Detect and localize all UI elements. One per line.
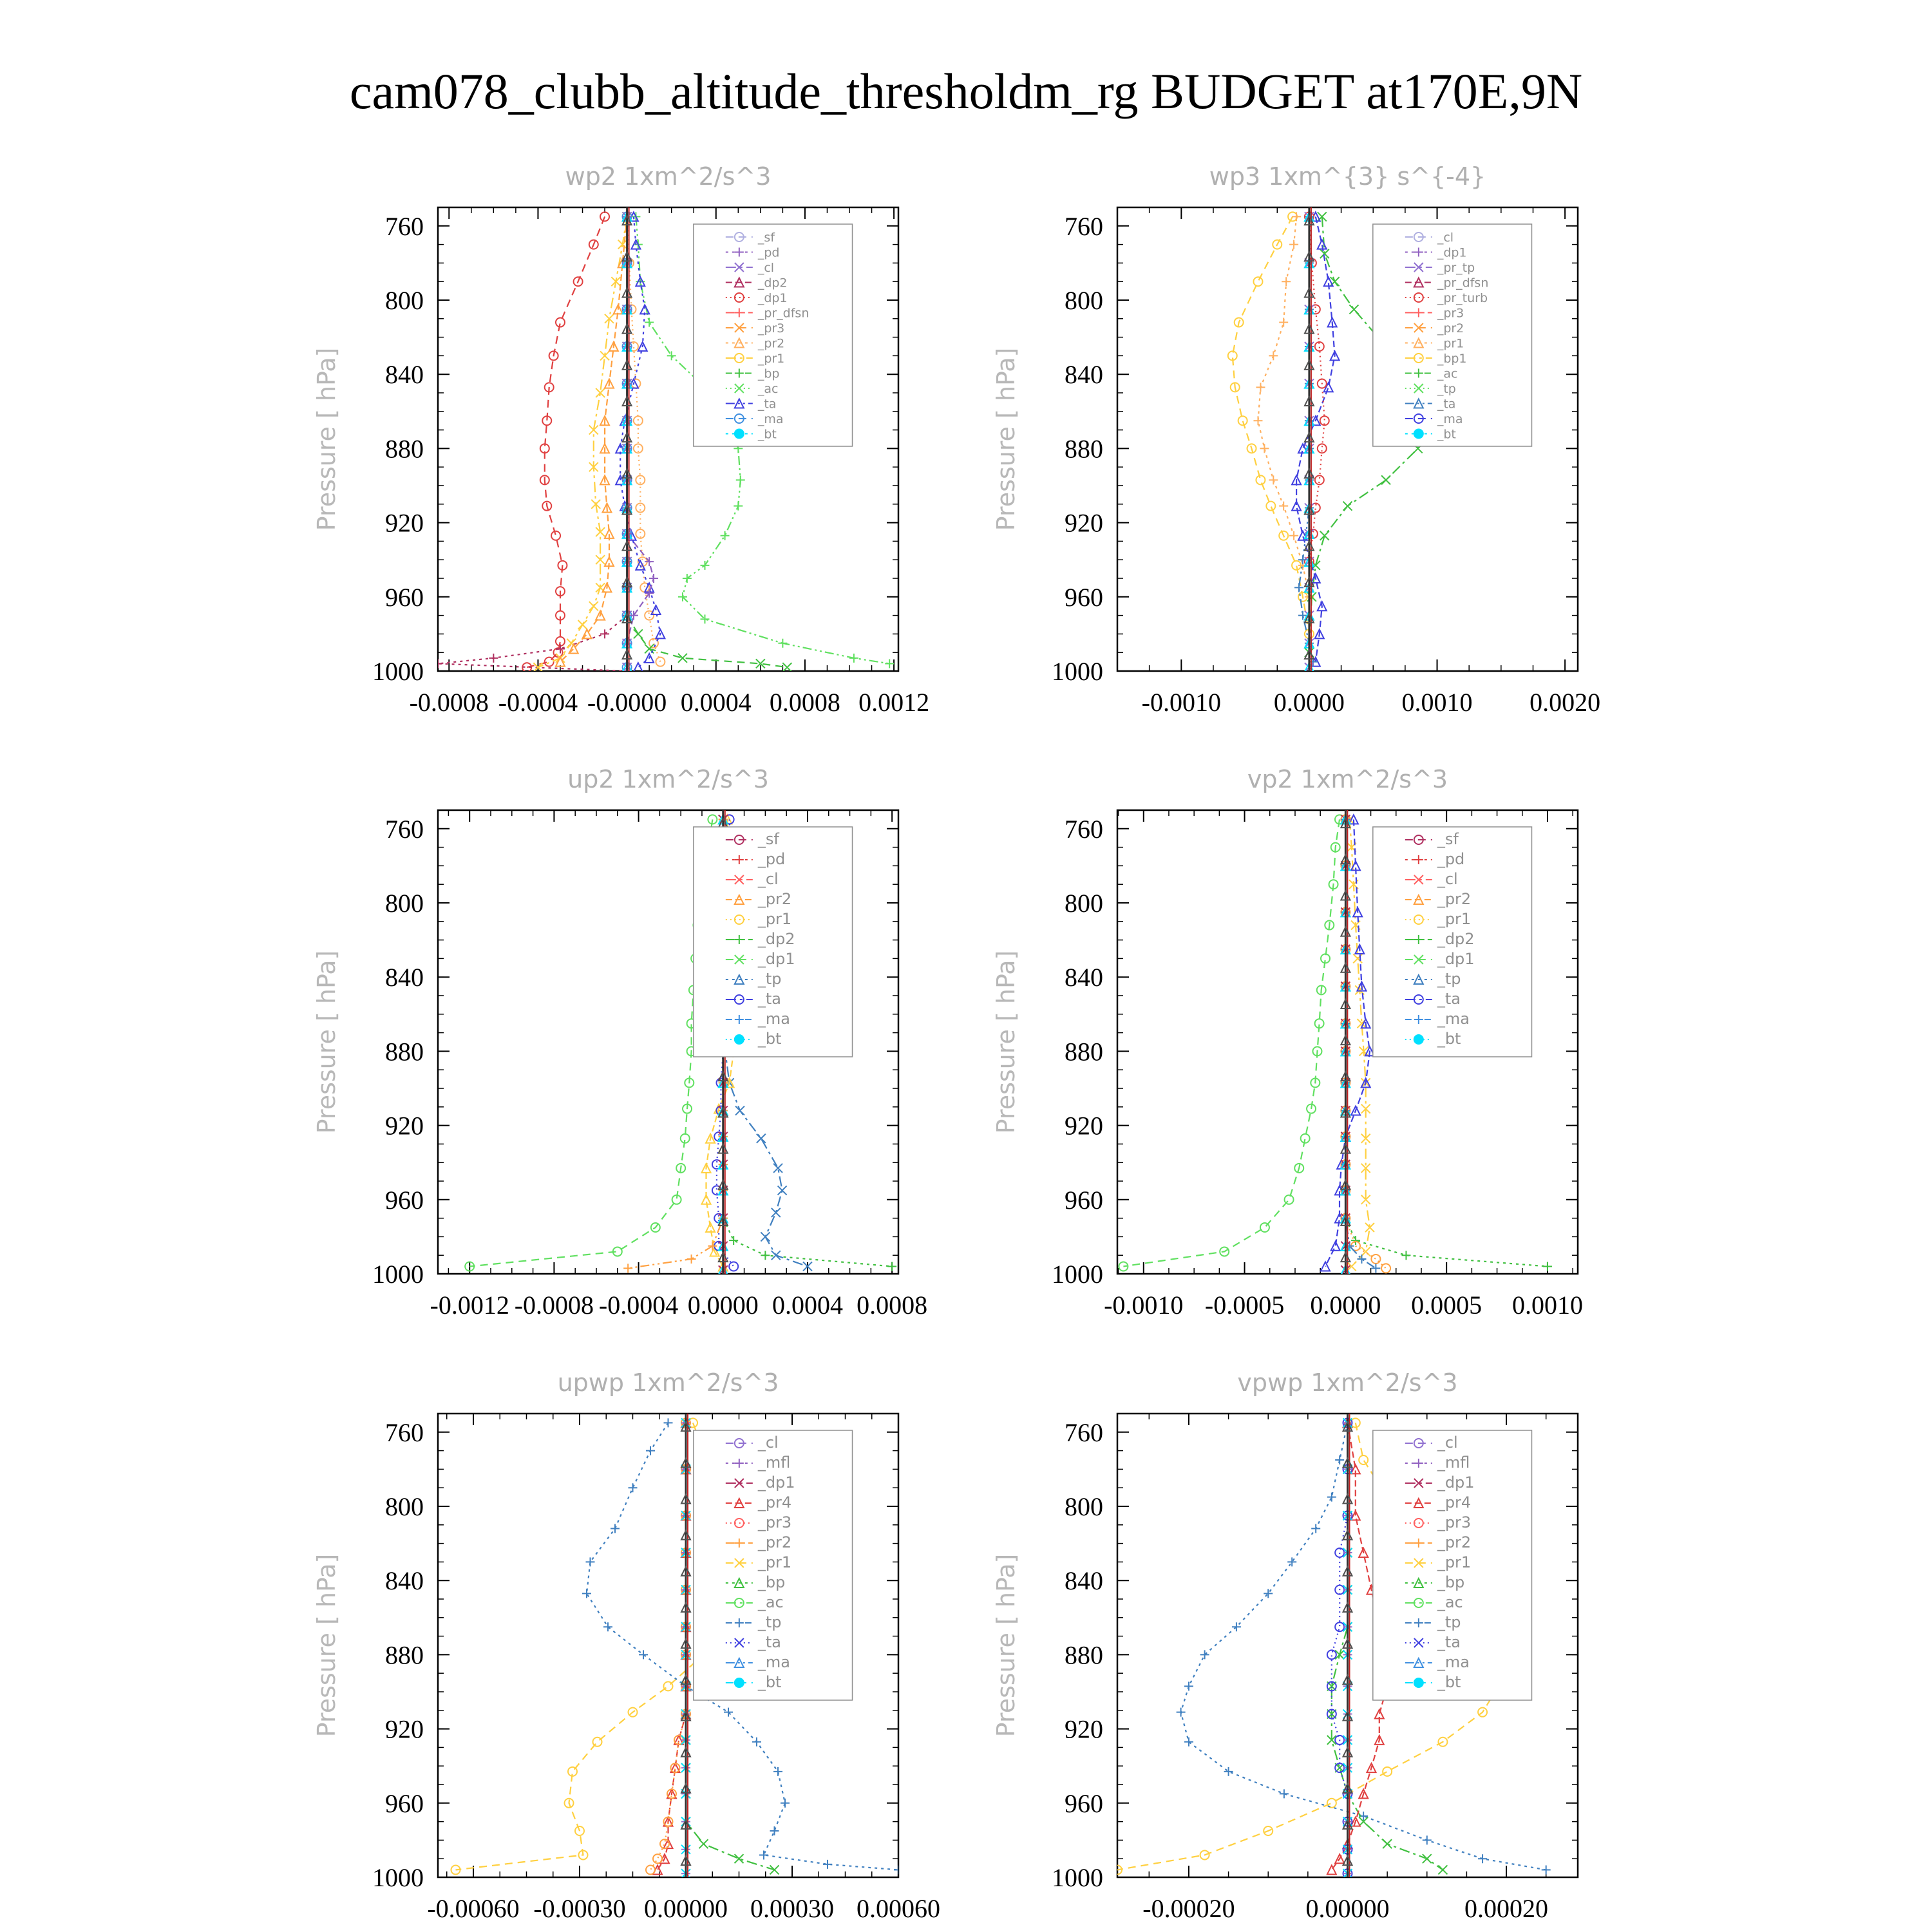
data-point-tp <box>1177 1708 1186 1717</box>
x-tick-label: -0.0010 <box>1141 688 1221 717</box>
y-tick-label: 840 <box>385 963 424 992</box>
data-point-dp1 <box>1315 475 1324 484</box>
y-tick-label: 1000 <box>1052 1863 1103 1892</box>
y-tick-label: 840 <box>1065 1566 1103 1596</box>
data-point-tp <box>582 1589 591 1598</box>
y-axis-label: Pressure [ hPa] <box>312 1553 341 1738</box>
data-point-pr3 <box>623 1264 632 1273</box>
y-tick-label: 880 <box>385 434 424 464</box>
x-tick-label: 0.00000 <box>644 1894 728 1923</box>
y-axis-label: Pressure [ hPa] <box>992 1553 1020 1738</box>
legend-label: _pr2 <box>1437 890 1472 908</box>
legend-label: _ta <box>1437 1633 1461 1651</box>
data-point-tp <box>781 1799 790 1808</box>
x-tick-label: -0.0005 <box>1204 1291 1285 1320</box>
x-tick-label: 0.0000 <box>687 1291 759 1320</box>
legend-label: _dp1 <box>757 950 795 968</box>
data-point-pr1 <box>1359 1455 1368 1464</box>
legend-label: _pr1 <box>1437 336 1464 351</box>
legend-label: _dp1 <box>1437 245 1467 260</box>
data-point-tp <box>1184 1681 1193 1690</box>
legend-label: _pr1 <box>1437 1553 1472 1571</box>
data-point-pr3 <box>1371 1255 1380 1264</box>
data-point-ta <box>1335 1622 1344 1631</box>
legend-label: _pr_dfsn <box>1437 276 1489 290</box>
y-tick-label: 800 <box>385 286 424 315</box>
data-point-pr1 <box>578 620 587 629</box>
y-tick-label: 920 <box>385 1714 424 1744</box>
y-tick-label: 1000 <box>1052 657 1103 686</box>
y-tick-label: 880 <box>385 1640 424 1670</box>
data-point-ac <box>885 659 894 668</box>
legend-label: _ma <box>757 1653 790 1671</box>
panel-4 <box>312 1368 940 1923</box>
y-tick-label: 960 <box>385 1185 424 1215</box>
legend-label: _bt <box>757 1673 782 1691</box>
legend-label: _bt <box>1437 427 1456 442</box>
legend-label: _bt <box>757 427 777 442</box>
data-point-pr2 <box>1282 277 1291 286</box>
legend-label: _pd <box>757 245 780 260</box>
legend-label: _sf <box>1437 830 1459 848</box>
y-axis-label: Pressure [ hPa] <box>992 347 1020 531</box>
legend-label: _cl <box>1437 1434 1458 1452</box>
legend-label: _ma <box>757 412 784 426</box>
legend-label: _dp2 <box>1437 930 1475 948</box>
legend-label: _pr3 <box>1437 1513 1472 1531</box>
legend-label: _mfl <box>757 1454 791 1472</box>
legend-label: _bt <box>1437 1673 1461 1691</box>
x-tick-label: -0.0000 <box>587 688 667 717</box>
data-point-tp <box>1224 1767 1233 1776</box>
legend-label: _ac <box>1437 1593 1463 1611</box>
y-tick-label: 920 <box>1065 1714 1103 1744</box>
data-point-ac <box>736 475 745 484</box>
y-tick-label: 840 <box>1065 360 1103 390</box>
legend-label: _pr_turb <box>1437 291 1488 305</box>
data-point-bp <box>735 1854 744 1863</box>
data-point-tp <box>664 1418 673 1427</box>
data-point-ta <box>1331 1242 1340 1251</box>
data-point-tp <box>1280 1789 1289 1798</box>
y-tick-label: 760 <box>385 211 424 241</box>
panel-0 <box>312 162 929 717</box>
data-point-pr1 <box>1266 502 1275 511</box>
data-point-tp <box>772 1208 781 1217</box>
data-point-tp <box>778 1186 787 1195</box>
data-point-bp <box>1349 305 1358 314</box>
legend-marker <box>734 1034 744 1045</box>
data-point-tp <box>1311 1524 1320 1533</box>
x-tick-label: 0.0000 <box>1273 688 1345 717</box>
legend-label: _pr3 <box>1437 306 1464 321</box>
legend-label: _pr_tp <box>1437 261 1475 275</box>
x-tick-label: 0.00020 <box>1464 1894 1549 1923</box>
data-point-ta <box>640 305 649 314</box>
data-point-tp <box>724 1708 733 1717</box>
x-tick-label: 0.00000 <box>1305 1894 1390 1923</box>
series-line-pr3 <box>650 1423 686 1870</box>
legend-label: _ta <box>757 990 781 1008</box>
x-tick-label: -0.0012 <box>430 1291 509 1320</box>
x-tick-label: -0.0008 <box>409 688 489 717</box>
legend-label: _bt <box>757 1030 782 1048</box>
y-tick-label: 840 <box>385 1566 424 1596</box>
data-point-tp <box>773 1767 782 1776</box>
panel-title: wp2 1xm^2/s^3 <box>565 162 772 191</box>
data-point-pr2 <box>636 504 645 513</box>
legend-label: _sf <box>757 231 775 245</box>
figure-title: cam078_clubb_altitude_thresholdm_rg BUDGET at170E,9N <box>349 63 1583 119</box>
data-point-bp <box>761 1251 770 1260</box>
data-point-tp <box>1357 1255 1366 1264</box>
legend-label: _cl <box>1437 870 1458 888</box>
legend-label: _pd <box>1437 850 1465 868</box>
panel-title: up2 1xm^2/s^3 <box>567 765 769 793</box>
data-point-pr2 <box>1253 416 1262 425</box>
data-point-tp <box>1371 1264 1380 1273</box>
y-axis-label: Pressure [ hPa] <box>992 950 1020 1134</box>
x-tick-label: -0.0008 <box>514 1291 594 1320</box>
data-point-tp <box>770 1826 779 1835</box>
data-point-tp <box>823 1860 832 1869</box>
panel-title: vpwp 1xm^2/s^3 <box>1237 1368 1458 1397</box>
data-point-pr1 <box>1238 416 1247 425</box>
data-point-tp <box>603 1622 612 1631</box>
data-point-dp1 <box>545 658 554 667</box>
data-point-tp <box>1423 1835 1432 1844</box>
data-point-tp <box>757 1134 766 1143</box>
legend-marker <box>1414 429 1424 439</box>
y-tick-label: 960 <box>385 1788 424 1818</box>
legend-label: _pr2 <box>757 336 785 351</box>
data-point-bp <box>699 1839 708 1848</box>
legend-marker <box>1414 1034 1424 1045</box>
legend-label: _pd <box>757 850 786 868</box>
legend-label: _tp <box>1437 382 1456 396</box>
legend-label: _bp <box>1437 1573 1465 1591</box>
panel-2 <box>312 765 927 1320</box>
data-point-tp <box>761 1232 770 1241</box>
y-tick-label: 960 <box>1065 582 1103 612</box>
legend-label: _cl <box>757 870 779 888</box>
data-point-pr1 <box>664 1681 673 1690</box>
data-point-pr1 <box>1361 1247 1370 1256</box>
data-point-pr3 <box>653 1854 662 1863</box>
legend-label: _pr2 <box>1437 1533 1472 1551</box>
x-tick-label: 0.0004 <box>772 1291 843 1320</box>
y-tick-label: 1000 <box>372 1260 424 1289</box>
data-point-pr2 <box>1269 475 1278 484</box>
legend-label: _ta <box>1437 397 1456 412</box>
legend-marker <box>734 1678 744 1688</box>
y-tick-label: 920 <box>385 508 424 538</box>
legend-label: _pr4 <box>1437 1493 1472 1511</box>
x-tick-label: 0.0010 <box>1511 1291 1583 1320</box>
panel-5 <box>992 1368 1578 1923</box>
data-point-pr2 <box>1279 318 1288 327</box>
y-tick-label: 960 <box>385 582 424 612</box>
data-point-ta <box>1335 1548 1344 1557</box>
x-tick-label: 0.0008 <box>857 1291 928 1320</box>
legend-label: _pr2 <box>757 1533 792 1551</box>
data-point-ac <box>1285 1195 1294 1204</box>
data-point-tp <box>1294 583 1303 592</box>
legend-label: _mfl <box>1437 1454 1470 1472</box>
data-point-tp <box>1327 1493 1336 1502</box>
y-tick-label: 880 <box>385 1037 424 1066</box>
panel-title: upwp 1xm^2/s^3 <box>557 1368 779 1397</box>
data-point-pd <box>649 574 658 583</box>
y-tick-label: 760 <box>385 814 424 844</box>
data-point-tp <box>735 1106 744 1115</box>
legend-label: _cl <box>1437 231 1454 245</box>
data-point-tp <box>752 1738 761 1747</box>
x-tick-label: -0.0010 <box>1104 1291 1184 1320</box>
data-point-bp <box>634 629 643 638</box>
legend-label: _ma <box>1437 412 1463 426</box>
data-point-pr1 <box>596 555 605 564</box>
data-point-tp <box>1478 1854 1487 1863</box>
data-point-pr2 <box>1269 351 1278 360</box>
data-point-pr2 <box>1289 240 1298 249</box>
data-point-tp <box>1184 1738 1193 1747</box>
x-tick-label: 0.0008 <box>769 688 840 717</box>
y-tick-label: 840 <box>1065 963 1103 992</box>
panel-1 <box>992 162 1600 717</box>
legend-label: _tp <box>757 1613 782 1631</box>
y-tick-label: 960 <box>1065 1788 1103 1818</box>
data-point-pr1 <box>593 1738 602 1747</box>
data-point-dp1 <box>1318 444 1327 453</box>
data-point-pr1 <box>1256 475 1265 484</box>
data-point-tp <box>894 1865 903 1874</box>
legend-label: _dp1 <box>1437 950 1475 968</box>
data-point-pr2 <box>1292 212 1301 221</box>
data-point-pr2 <box>1256 383 1265 392</box>
panels <box>312 162 1600 1923</box>
data-point-pr3 <box>687 1255 696 1264</box>
data-point-tp <box>1335 1455 1344 1464</box>
legend-label: _dp2 <box>757 276 788 290</box>
legend-label: _ma <box>1437 1653 1470 1671</box>
legend-label: _tp <box>1437 1613 1461 1631</box>
data-point-tp <box>759 1850 768 1859</box>
x-tick-label: 0.0010 <box>1401 688 1473 717</box>
legend-label: _dp2 <box>757 930 795 948</box>
y-tick-label: 760 <box>1065 1417 1103 1447</box>
data-point-pr3 <box>582 629 591 638</box>
y-axis-label: Pressure [ hPa] <box>312 347 341 531</box>
data-point-bp <box>1423 1854 1432 1863</box>
x-tick-label: 0.00060 <box>857 1894 940 1923</box>
x-tick-label: 0.0005 <box>1411 1291 1482 1320</box>
data-point-tp <box>1200 1650 1209 1659</box>
x-tick-label: 0.0000 <box>1310 1291 1381 1320</box>
data-point-bp <box>1343 502 1352 511</box>
y-tick-label: 800 <box>385 889 424 918</box>
y-tick-label: 920 <box>385 1111 424 1141</box>
data-point-dp2 <box>600 629 609 638</box>
data-point-pr2 <box>656 658 665 667</box>
legend-label: _bp1 <box>1437 352 1467 366</box>
legend-label: _cl <box>757 1434 779 1452</box>
data-point-dp2 <box>433 659 442 668</box>
legend-label: _dp1 <box>1437 1473 1475 1492</box>
data-point-ac <box>721 531 730 540</box>
legend-label: _ta <box>757 397 777 412</box>
legend-label: _pr3 <box>757 321 785 336</box>
legend-label: _tp <box>757 970 782 988</box>
data-point-ac <box>734 502 743 511</box>
legend-marker <box>1414 1678 1424 1688</box>
legend-label: _cl <box>757 261 775 275</box>
legend-label: _sf <box>757 830 779 848</box>
y-tick-label: 760 <box>385 1417 424 1447</box>
x-tick-label: -0.0004 <box>498 688 578 717</box>
x-tick-label: -0.0004 <box>598 1291 679 1320</box>
data-point-pr1 <box>1383 1767 1392 1776</box>
series-line-dp2 <box>438 216 627 671</box>
legend-label: _pr1 <box>1437 910 1472 928</box>
legend-label: _pr3 <box>757 1513 792 1531</box>
data-point-bp <box>729 1236 738 1245</box>
data-point-ac <box>1260 1223 1269 1232</box>
legend-label: _bt <box>1437 1030 1461 1048</box>
data-point-pr1 <box>1253 277 1262 286</box>
y-tick-label: 880 <box>1065 1037 1103 1066</box>
data-point-bp <box>1383 1839 1392 1848</box>
x-tick-label: 0.00030 <box>750 1894 834 1923</box>
data-point-dp1 <box>551 531 560 540</box>
panel-title: wp3 1xm^{3} s^{-4} <box>1209 162 1486 191</box>
legend-label: _ta <box>757 1633 781 1651</box>
data-point-dp1 <box>1327 1865 1336 1874</box>
x-tick-label: 0.0004 <box>680 688 752 717</box>
legend-label: _ta <box>1437 990 1461 1008</box>
data-point-pr1 <box>1365 1223 1374 1232</box>
data-point-dp2 <box>489 654 498 663</box>
data-point-tp <box>646 1446 655 1455</box>
x-tick-label: -0.00030 <box>533 1894 626 1923</box>
y-tick-label: 960 <box>1065 1185 1103 1215</box>
y-tick-label: 1000 <box>372 657 424 686</box>
data-point-bp <box>1401 1251 1410 1260</box>
legend-label: _bp <box>757 1573 786 1591</box>
y-axis-label: Pressure [ hPa] <box>312 950 341 1134</box>
legend-label: _ac <box>757 1593 784 1611</box>
x-tick-label: 0.0012 <box>858 688 930 717</box>
legend-label: _pr1 <box>757 910 792 928</box>
y-tick-label: 760 <box>1065 814 1103 844</box>
y-tick-label: 800 <box>1065 1492 1103 1521</box>
series-line-ac <box>469 819 712 1266</box>
legend-label: _pr1 <box>757 352 785 366</box>
legend-label: _pr2 <box>757 890 792 908</box>
data-point-bp <box>887 1262 896 1271</box>
data-point-dp2 <box>556 644 565 653</box>
y-tick-label: 1000 <box>372 1863 424 1892</box>
data-point-pr3 <box>646 1865 655 1874</box>
legend-marker <box>734 429 744 439</box>
data-point-pr1 <box>589 601 598 611</box>
y-tick-label: 920 <box>1065 508 1103 538</box>
data-point-ta <box>1327 1650 1336 1659</box>
legend-label: _bp <box>757 366 780 381</box>
data-point-bp <box>1438 1865 1447 1874</box>
data-point-bp <box>1320 531 1329 540</box>
legend-label: _pr4 <box>757 1493 792 1511</box>
data-point-tp <box>629 1483 638 1492</box>
legend-label: _dp1 <box>757 291 788 305</box>
data-point-tp <box>1542 1865 1551 1874</box>
legend-label: _pr1 <box>757 1553 792 1571</box>
data-point-pr3 <box>1381 1264 1390 1273</box>
y-tick-label: 800 <box>1065 286 1103 315</box>
data-point-ac <box>645 318 654 327</box>
legend-label: _dp1 <box>757 1473 795 1492</box>
series-line-ac <box>1123 819 1340 1266</box>
y-tick-label: 760 <box>1065 211 1103 241</box>
x-tick-label: -0.00060 <box>427 1894 520 1923</box>
panel-3 <box>992 765 1583 1320</box>
y-tick-label: 880 <box>1065 1640 1103 1670</box>
legend-label: _ma <box>1437 1010 1470 1028</box>
legend-label: _ac <box>1437 366 1458 381</box>
x-tick-label: 0.0020 <box>1530 688 1601 717</box>
data-point-ac <box>849 654 858 663</box>
legend-label: _ma <box>757 1010 790 1028</box>
y-tick-label: 840 <box>385 360 424 390</box>
y-tick-label: 1000 <box>1052 1260 1103 1289</box>
y-tick-label: 800 <box>1065 889 1103 918</box>
legend-label: _pr2 <box>1437 321 1464 336</box>
data-point-bp <box>770 1865 779 1874</box>
data-point-ac <box>667 351 676 360</box>
data-point-pr2 <box>1260 444 1269 453</box>
data-point-bp <box>1381 475 1390 484</box>
y-tick-label: 800 <box>385 1492 424 1521</box>
data-point-ac <box>778 639 787 648</box>
data-point-ta <box>729 1262 738 1271</box>
legend-label: _tp <box>1437 970 1461 988</box>
y-tick-label: 880 <box>1065 434 1103 464</box>
data-point-ac <box>700 561 709 570</box>
y-tick-label: 920 <box>1065 1111 1103 1141</box>
data-point-bp <box>1543 1262 1552 1271</box>
data-point-pr2 <box>1289 531 1298 540</box>
panel-title: vp2 1xm^2/s^3 <box>1247 765 1448 793</box>
data-point-pr2 <box>1279 502 1288 511</box>
data-point-pr1 <box>600 351 609 360</box>
legend-label: _pr_dfsn <box>757 306 810 321</box>
x-tick-label: -0.00020 <box>1142 1894 1235 1923</box>
legend-label: _ac <box>757 382 779 396</box>
